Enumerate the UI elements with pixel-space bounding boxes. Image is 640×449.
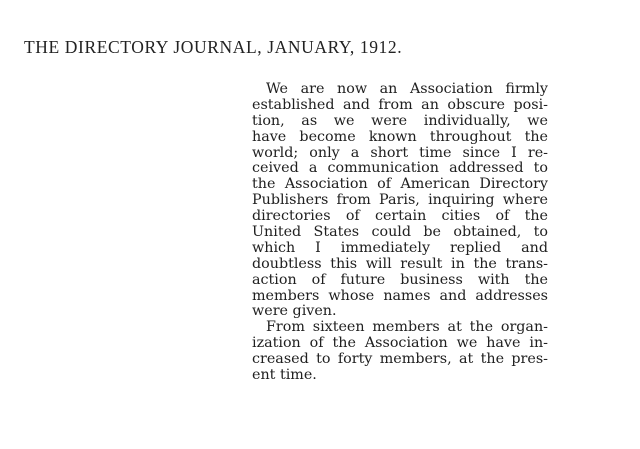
- text-line: We are now an Association firmly: [266, 81, 548, 97]
- text-line: directories of certain cities of the: [252, 208, 548, 225]
- text-line: action of future business with the: [252, 271, 548, 288]
- text-line: United States could be obtained, to: [252, 224, 548, 241]
- article-paragraph-1: [252, 82, 548, 320]
- text-line: have become known throughout the: [252, 128, 548, 145]
- text-line: the Association of American Directory: [252, 176, 548, 193]
- text-line: doubtless this will result in the trans-: [252, 255, 548, 272]
- text-line: world; only a short time since I re-: [252, 144, 548, 161]
- text-line: members whose names and addresses: [252, 287, 548, 304]
- text-line: creased to forty members, at the pres-: [252, 351, 548, 368]
- text-line: ceived a communication addressed to: [252, 160, 548, 177]
- text-line: Publishers from Paris, inquiring where: [252, 192, 548, 209]
- text-line: From sixteen members at the organ-: [266, 319, 548, 336]
- article-column: [252, 82, 548, 384]
- text-line: established and from an obscure posi-: [252, 96, 548, 113]
- text-line: ization of the Association we have in-: [252, 335, 548, 352]
- text-line: were given.: [252, 303, 337, 320]
- page-header: THE DIRECTORY JOURNAL, JANUARY, 1912.: [24, 37, 403, 57]
- article-paragraph-2: [252, 320, 548, 384]
- text-line: tion, as we were individually, we: [252, 112, 548, 129]
- text-line: which I immediately replied and: [252, 239, 548, 256]
- text-line: ent time.: [252, 367, 317, 384]
